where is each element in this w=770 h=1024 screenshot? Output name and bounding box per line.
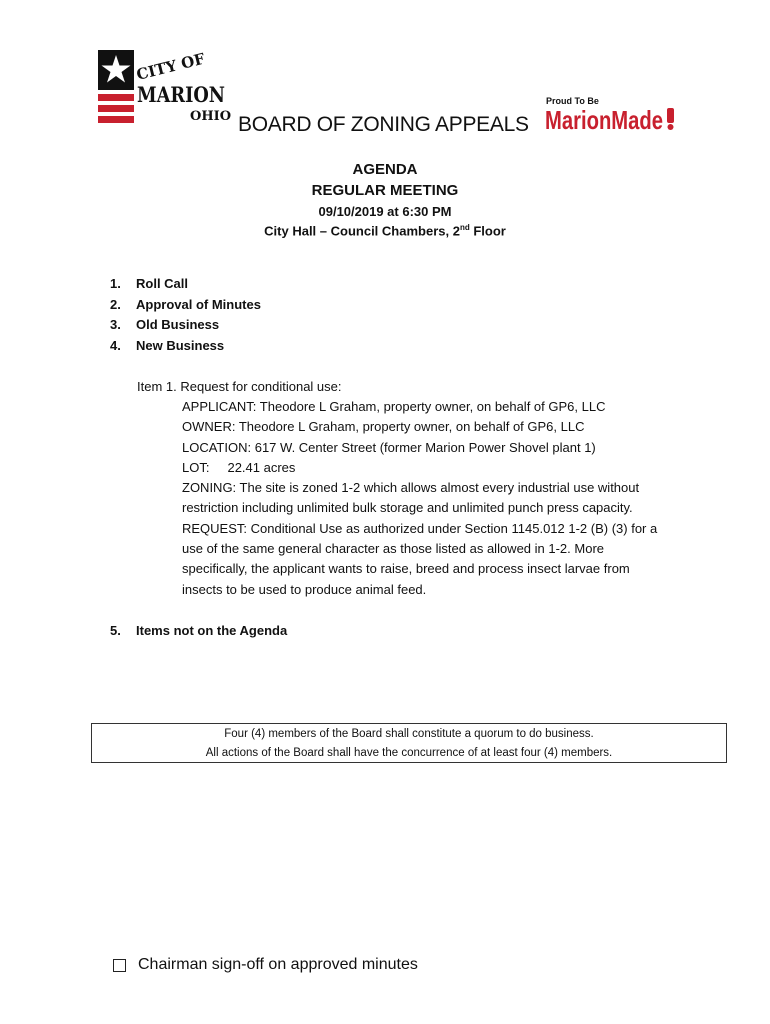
agenda-item-number: 2. xyxy=(110,296,121,312)
signoff-label: Chairman sign-off on approved minutes xyxy=(138,956,418,973)
agenda-list xyxy=(110,276,261,358)
request-line: insects to be used to produce animal feed. xyxy=(182,581,427,597)
agenda-item xyxy=(110,338,261,359)
applicant-line: APPLICANT: Theodore L Graham, property owner, on behalf of GP6, LLC xyxy=(182,399,606,414)
lot-value: 22.41 acres xyxy=(227,459,296,475)
agenda-item xyxy=(110,276,261,297)
meeting-type: REGULAR MEETING xyxy=(311,182,459,199)
chairman-signoff xyxy=(113,956,418,974)
agenda-item-label: Items not on the Agenda xyxy=(136,623,288,638)
location-line: LOCATION: 617 W. Center Street (former Marion Power Shovel plant 1) xyxy=(182,439,596,455)
lot-label: LOT: xyxy=(182,459,210,475)
agenda-item-number: 1. xyxy=(110,276,121,291)
request-line: REQUEST: Conditional Use as authorized under Section 1145.012 1-2 (B) (3) for a xyxy=(182,520,658,536)
svg-text:OHIO: OHIO xyxy=(190,109,232,124)
request-line: use of the same general character as those listed as allowed in 1-2. More xyxy=(182,541,605,557)
agenda-item xyxy=(110,317,261,338)
quorum-notice-box xyxy=(91,723,727,763)
quorum-line: All actions of the Board shall have the concurrence of at least four (4) members. xyxy=(205,747,613,759)
location-prefix: City Hall – Council Chambers, 2 xyxy=(264,223,460,239)
meeting-datetime: 09/10/2019 at 6:30 PM xyxy=(318,204,452,219)
quorum-line: Four (4) members of the Board shall constitute a quorum to do business. xyxy=(224,728,594,740)
zoning-line: restriction including unlimited bulk storage and unlimited punch press capacity. xyxy=(182,500,633,516)
svg-text:MARION: MARION xyxy=(137,82,225,107)
agenda-item-number: 3. xyxy=(110,317,121,332)
agenda-item-number: 4. xyxy=(110,337,121,353)
agenda-item-label: New Business xyxy=(136,337,225,353)
zoning-line: ZONING: The site is zoned 1-2 which allows almost every industrial use without xyxy=(182,480,640,496)
marion-made-logo xyxy=(545,92,685,138)
agenda-heading: AGENDA xyxy=(352,161,418,178)
board-title: BOARD OF ZONING APPEALS xyxy=(238,113,529,136)
item-1-details xyxy=(182,397,657,600)
agenda-item-5 xyxy=(110,623,287,638)
lot-line xyxy=(182,458,657,478)
svg-text:CITY OF: CITY OF xyxy=(134,50,207,84)
agenda-item-label: Approval of Minutes xyxy=(136,296,261,312)
location-superscript: nd xyxy=(459,223,470,232)
item-1-heading: Item 1. Request for conditional use: xyxy=(137,379,342,394)
agenda-item xyxy=(110,297,261,318)
agenda-item-label: Old Business xyxy=(136,317,220,332)
signoff-checkbox[interactable] xyxy=(113,959,126,972)
agenda-item-label: Roll Call xyxy=(136,276,189,291)
request-line: specifically, the applicant wants to raise, breed and process insect larvae from xyxy=(182,561,630,577)
owner-line: OWNER: Theodore L Graham, property owner, on behalf of GP6, LLC xyxy=(182,419,585,435)
city-of-marion-logo xyxy=(98,50,233,130)
location-suffix: Floor xyxy=(469,223,506,239)
svg-text:MarionMade: MarionMade xyxy=(545,105,663,135)
agenda-item-number: 5. xyxy=(110,623,121,638)
meeting-location xyxy=(0,223,770,238)
svg-text:Proud To Be: Proud To Be xyxy=(546,96,599,106)
